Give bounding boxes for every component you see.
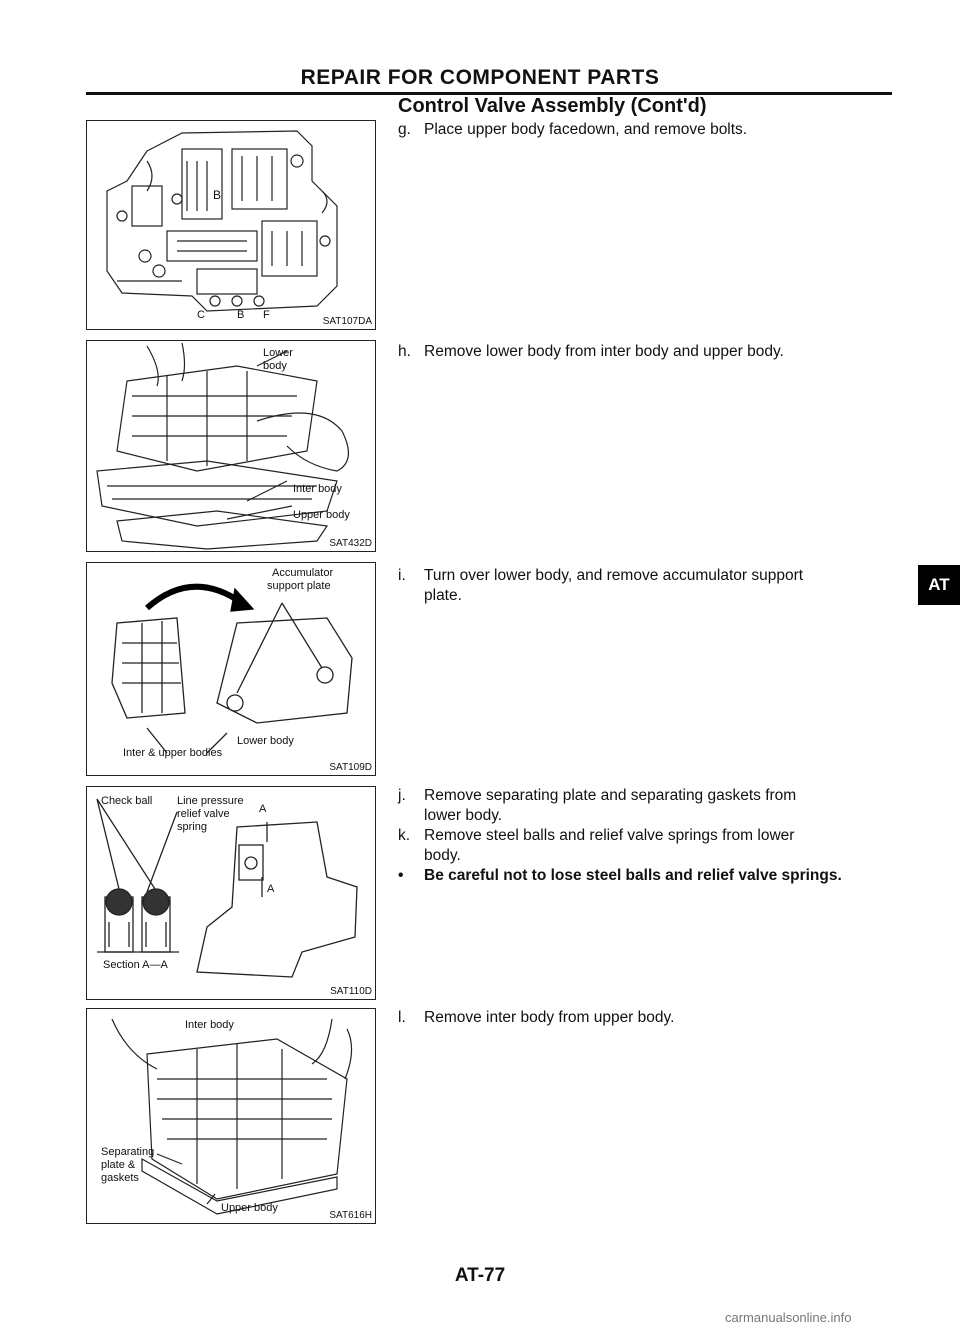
accumulator-plate-drawing — [87, 563, 377, 777]
inter-body-removal-drawing — [87, 1009, 377, 1225]
step-l — [398, 1008, 674, 1028]
step-text-cont: plate. — [424, 587, 462, 604]
label-plate-and: plate & — [101, 1159, 136, 1171]
page-header-title: REPAIR FOR COMPONENT PARTS — [300, 66, 660, 89]
label-b: B — [213, 188, 222, 202]
step-text-cont: body. — [424, 847, 461, 864]
label-gaskets: gaskets — [101, 1172, 139, 1184]
label-a-top: A — [259, 803, 267, 815]
step-marker: l. — [398, 1009, 406, 1026]
lower-body-removal-drawing — [87, 341, 377, 553]
bullet-icon: • — [398, 867, 404, 884]
label-upper-body: Upper body — [221, 1202, 278, 1214]
figure-remove-inter-body — [86, 1008, 376, 1224]
step-j — [398, 786, 796, 826]
page-number: AT-77 — [454, 1265, 506, 1286]
label-section-aa: Section A—A — [103, 959, 168, 971]
label-c: C — [197, 309, 205, 321]
figure-code: SAT110D — [330, 986, 372, 997]
label-line-pressure: Line pressure — [177, 795, 244, 807]
label-a-bottom: A — [267, 883, 275, 895]
label-check-ball: Check ball — [101, 795, 153, 807]
label-inter-body: Inter body — [185, 1019, 234, 1031]
figure-remove-lower-body — [86, 340, 376, 552]
step-text: Place upper body facedown, and remove bolts. — [424, 121, 748, 138]
label-inter-body: Inter body — [293, 483, 342, 495]
label-upper-body: Upper body — [293, 509, 350, 521]
figure-check-balls — [86, 786, 376, 1000]
label-support-plate: support plate — [267, 580, 331, 592]
label-lower-body: Lower body — [237, 735, 294, 747]
label-f: F — [263, 309, 270, 321]
figure-upper-body-bolts — [86, 120, 376, 330]
step-text: Be careful not to lose steel balls and relief valve springs. — [424, 867, 842, 884]
step-text-cont: lower body. — [424, 807, 503, 824]
step-marker: g. — [398, 121, 411, 138]
label-accumulator: Accumulator — [272, 567, 334, 579]
step-i — [398, 566, 803, 606]
step-text: Remove inter body from upper body. — [424, 1009, 675, 1026]
step-text: Turn over lower body, and remove accumulator support — [424, 567, 804, 584]
figure-code: SAT109D — [329, 762, 372, 773]
section-tab-at: AT — [918, 565, 960, 605]
figure-code: SAT432D — [329, 538, 372, 549]
label-separating: Separating — [101, 1146, 155, 1158]
step-marker: k. — [398, 827, 411, 844]
label-b-bottom: B — [237, 309, 245, 321]
figure-code: SAT616H — [329, 1210, 372, 1221]
step-text: Remove lower body from inter body and upper body. — [424, 343, 784, 360]
valve-body-drawing — [87, 121, 377, 331]
label-relief-valve: relief valve — [177, 808, 230, 820]
step-marker: j. — [398, 787, 406, 804]
step-g — [398, 120, 747, 140]
step-text: Remove separating plate and separating gaskets from — [424, 787, 797, 804]
figure-code: SAT107DA — [322, 316, 372, 327]
step-k — [398, 826, 794, 866]
label-inter-upper-bodies: Inter & upper bodies — [123, 747, 223, 759]
label-spring: spring — [177, 821, 207, 833]
label-body: body — [263, 360, 287, 372]
figure-accumulator-plate — [86, 562, 376, 776]
watermark: carmanualsonline.info — [725, 1310, 852, 1325]
section-title: Control Valve Assembly (Cont'd) — [398, 95, 707, 117]
label-lower: Lower — [263, 347, 293, 359]
step-text: Remove steel balls and relief valve springs from lower — [424, 827, 795, 844]
step-marker: i. — [398, 567, 406, 584]
step-h — [398, 342, 784, 362]
caution-note — [398, 866, 842, 886]
step-marker: h. — [398, 343, 411, 360]
